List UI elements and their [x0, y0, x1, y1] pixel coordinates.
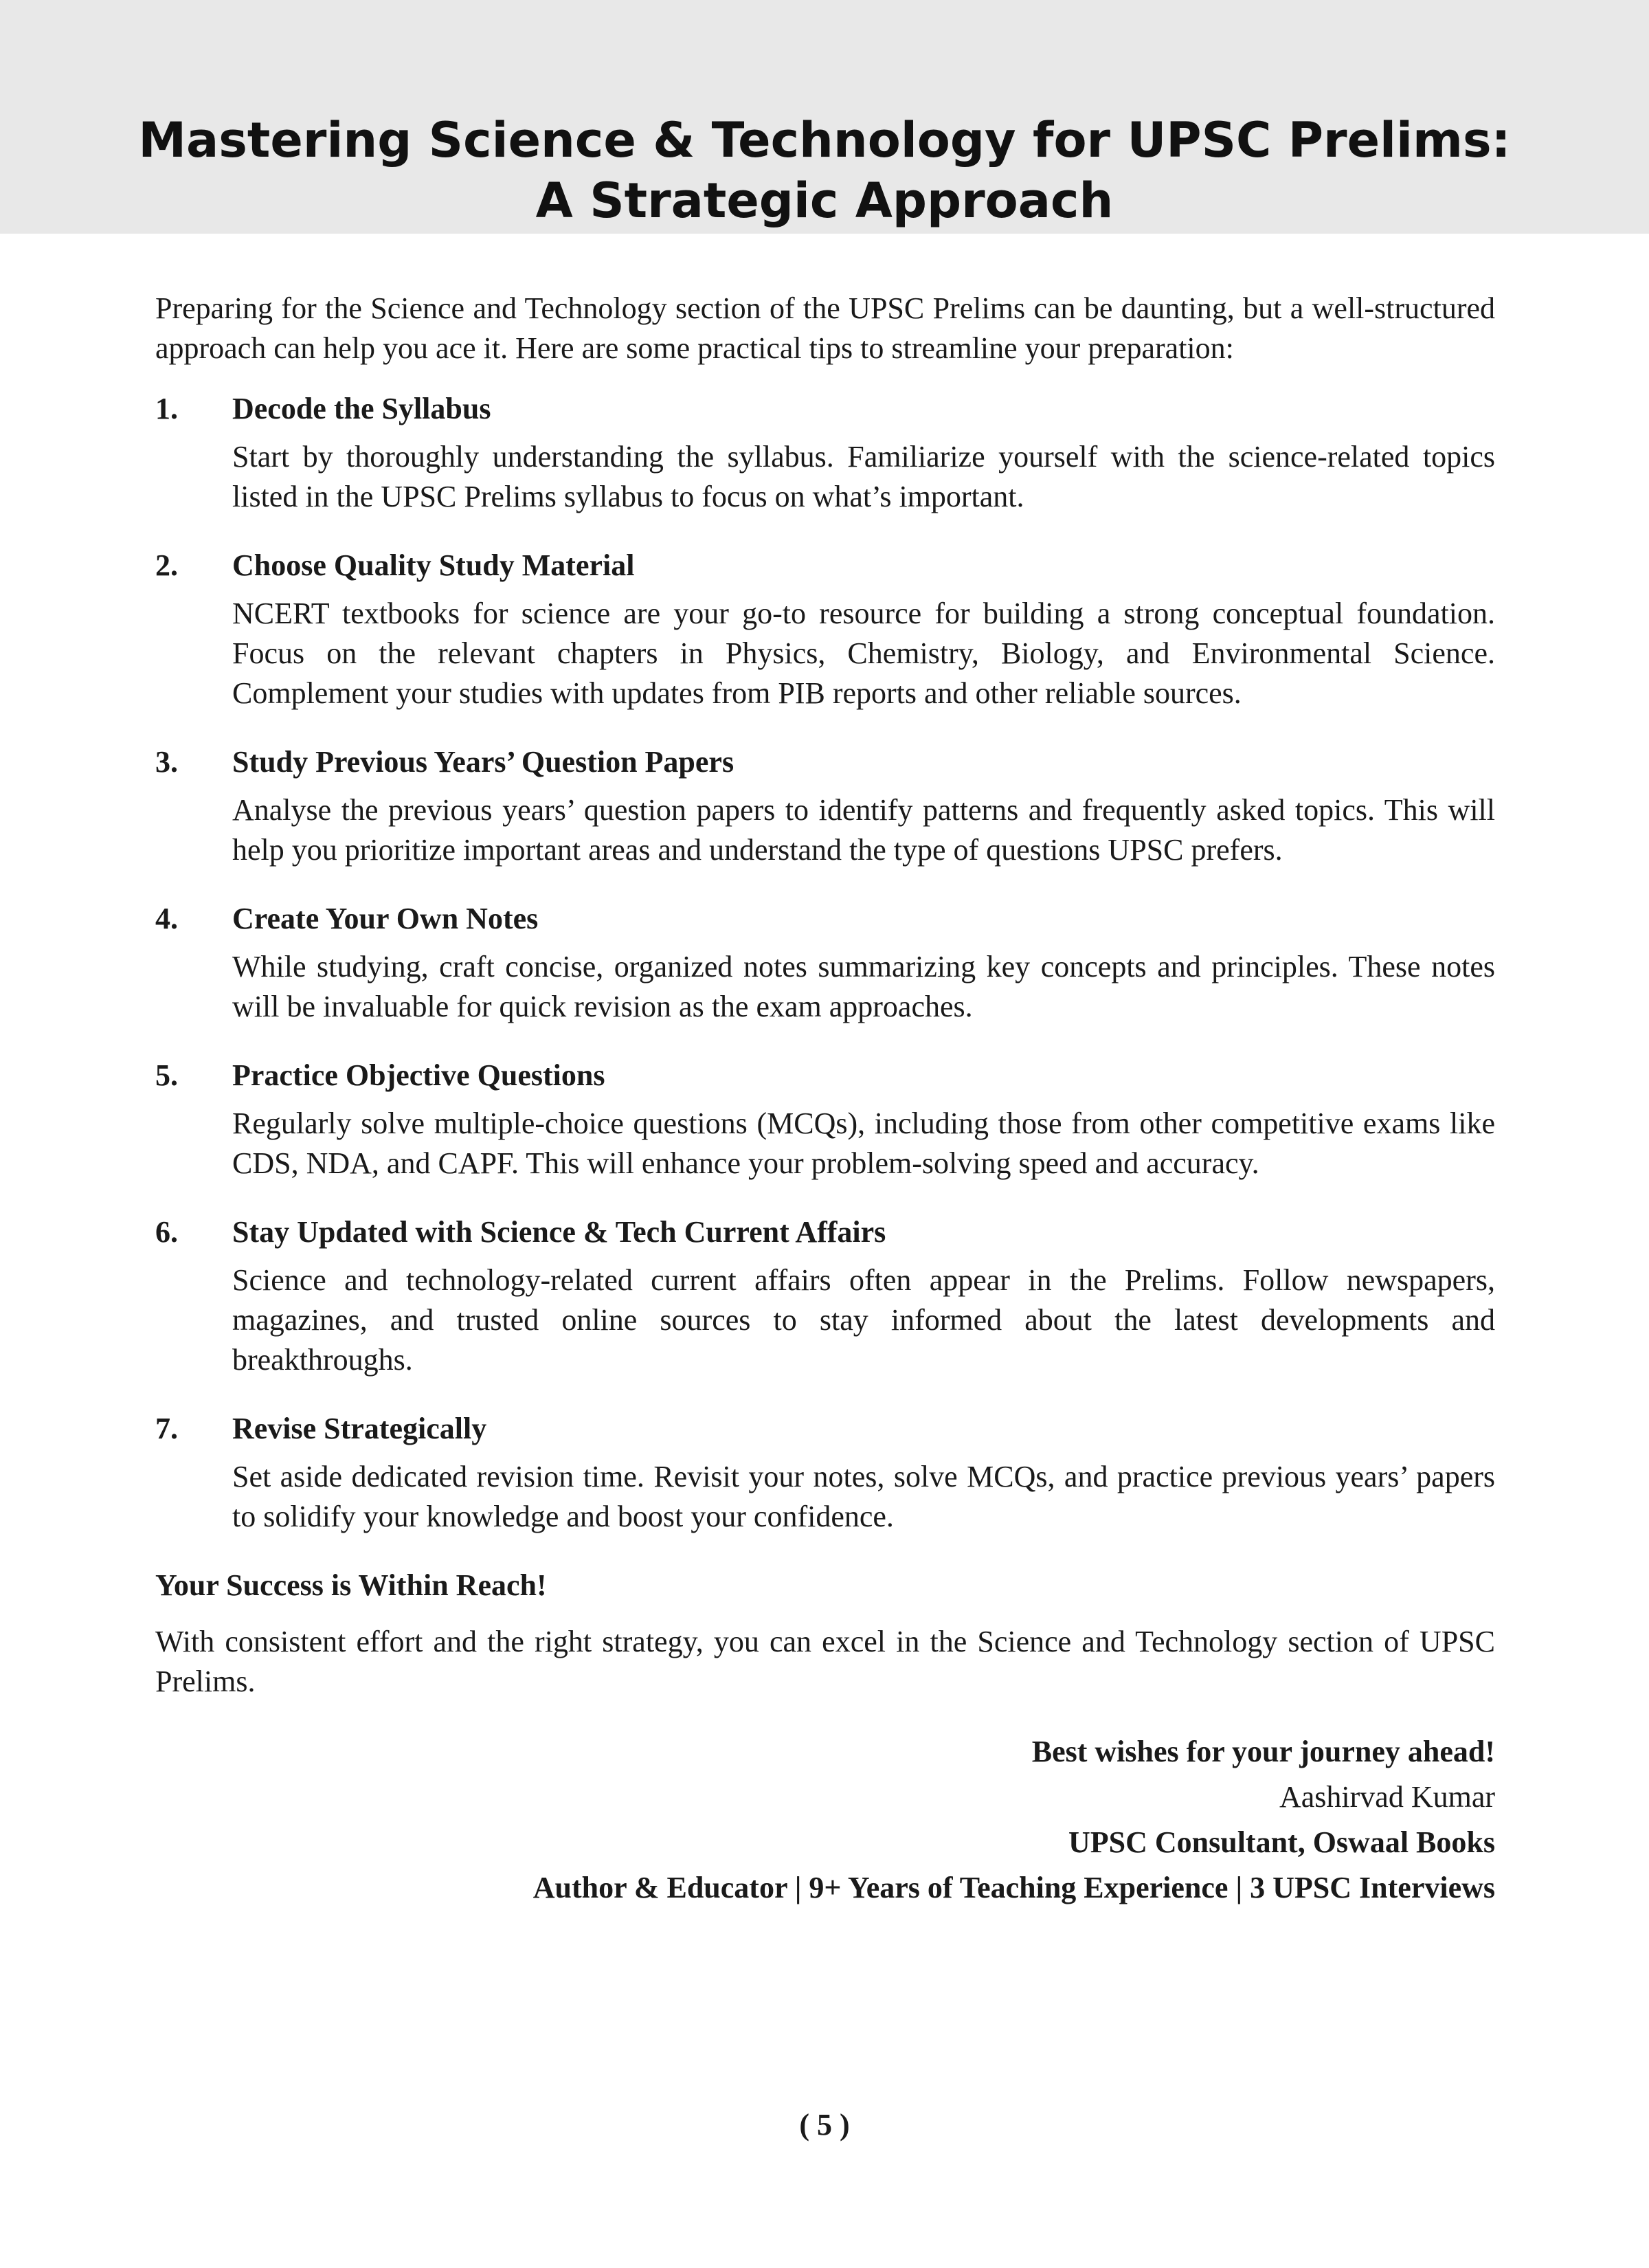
- author-credentials: Author & Educator | 9+ Years of Teaching Experience | 3 UPSC Interviews: [532, 1871, 1495, 1904]
- tip-item: [155, 742, 1495, 870]
- tip-item: [155, 1212, 1495, 1380]
- tip-heading: Practice Objective Questions: [232, 1058, 605, 1092]
- tip-heading: Study Previous Years’ Question Papers: [232, 745, 734, 779]
- page-title: [0, 110, 1649, 231]
- page-title-line-2: A Strategic Approach: [535, 173, 1114, 229]
- tip-heading: Create Your Own Notes: [232, 902, 539, 935]
- intro-paragraph: Preparing for the Science and Technology section of the UPSC Prelims can be daunting, but a well-structured approach can help you ace it. Here are some practical tips to streamline your preparation:: [155, 291, 1495, 365]
- tip-number: 5.: [155, 1058, 178, 1092]
- tip-number: 3.: [155, 745, 178, 779]
- tip-number: 2.: [155, 548, 178, 582]
- tip-heading: Stay Updated with Science & Tech Current Affairs: [232, 1215, 886, 1249]
- tip-body: Science and technology-related current affairs often appear in the Prelims. Follow newspapers, magazines, and trusted online sources to stay informed about the latest developments and breakthroughs.: [232, 1263, 1495, 1377]
- signature-block: [155, 1729, 1495, 1911]
- success-heading: Your Success is Within Reach!: [155, 1568, 547, 1602]
- page-number: ( 5 ): [799, 2108, 850, 2142]
- tip-body: Analyse the previous years’ question papers to identify patterns and frequently asked topics. This will help you prioritize important areas and understand the type of questions UPSC prefers.: [232, 793, 1495, 867]
- tip-number: 1.: [155, 392, 178, 425]
- tip-number: 6.: [155, 1215, 178, 1249]
- tip-item: [155, 1056, 1495, 1183]
- tip-body: NCERT textbooks for science are your go-to resource for building a strong conceptual foundation. Focus on the relevant chapters in Physics, Chemistry, Biology, and Environmental Science. Complement your studies with updates from PIB reports and other reliable sources.: [232, 597, 1495, 710]
- tip-heading: Revise Strategically: [232, 1412, 487, 1445]
- article-body: [155, 289, 1495, 1911]
- tip-item: [155, 899, 1495, 1027]
- tip-item: [155, 1409, 1495, 1537]
- closing-paragraph: With consistent effort and the right strategy, you can excel in the Science and Technology section of UPSC Prelims.: [155, 1625, 1495, 1698]
- tip-body: Regularly solve multiple-choice questions (MCQs), including those from other competitive exams like CDS, NDA, and CAPF. This will enhance your problem-solving speed and accuracy.: [232, 1107, 1495, 1180]
- tip-heading: Choose Quality Study Material: [232, 548, 635, 582]
- tip-number: 7.: [155, 1412, 178, 1445]
- tip-item: [155, 546, 1495, 713]
- tip-body: Set aside dedicated revision time. Revisit your notes, solve MCQs, and practice previous years’ papers to solidify your knowledge and boost your confidence.: [232, 1460, 1495, 1533]
- signature-wishes: Best wishes for your journey ahead!: [1031, 1735, 1495, 1768]
- tip-number: 4.: [155, 902, 178, 935]
- tip-body: While studying, craft concise, organized notes summarizing key concepts and principles. These notes will be invaluable for quick revision as the exam approaches.: [232, 950, 1495, 1023]
- page-title-line-1: Mastering Science & Technology for UPSC Prelims:: [138, 112, 1511, 168]
- author-name: Aashirvad Kumar: [1279, 1780, 1495, 1814]
- tip-heading: Decode the Syllabus: [232, 392, 491, 425]
- tips-list: [155, 389, 1495, 1537]
- author-role: UPSC Consultant, Oswaal Books: [1068, 1825, 1495, 1859]
- tip-item: [155, 389, 1495, 517]
- tip-body: Start by thoroughly understanding the syllabus. Familiarize yourself with the science-related topics listed in the UPSC Prelims syllabus to focus on what’s important.: [232, 440, 1495, 513]
